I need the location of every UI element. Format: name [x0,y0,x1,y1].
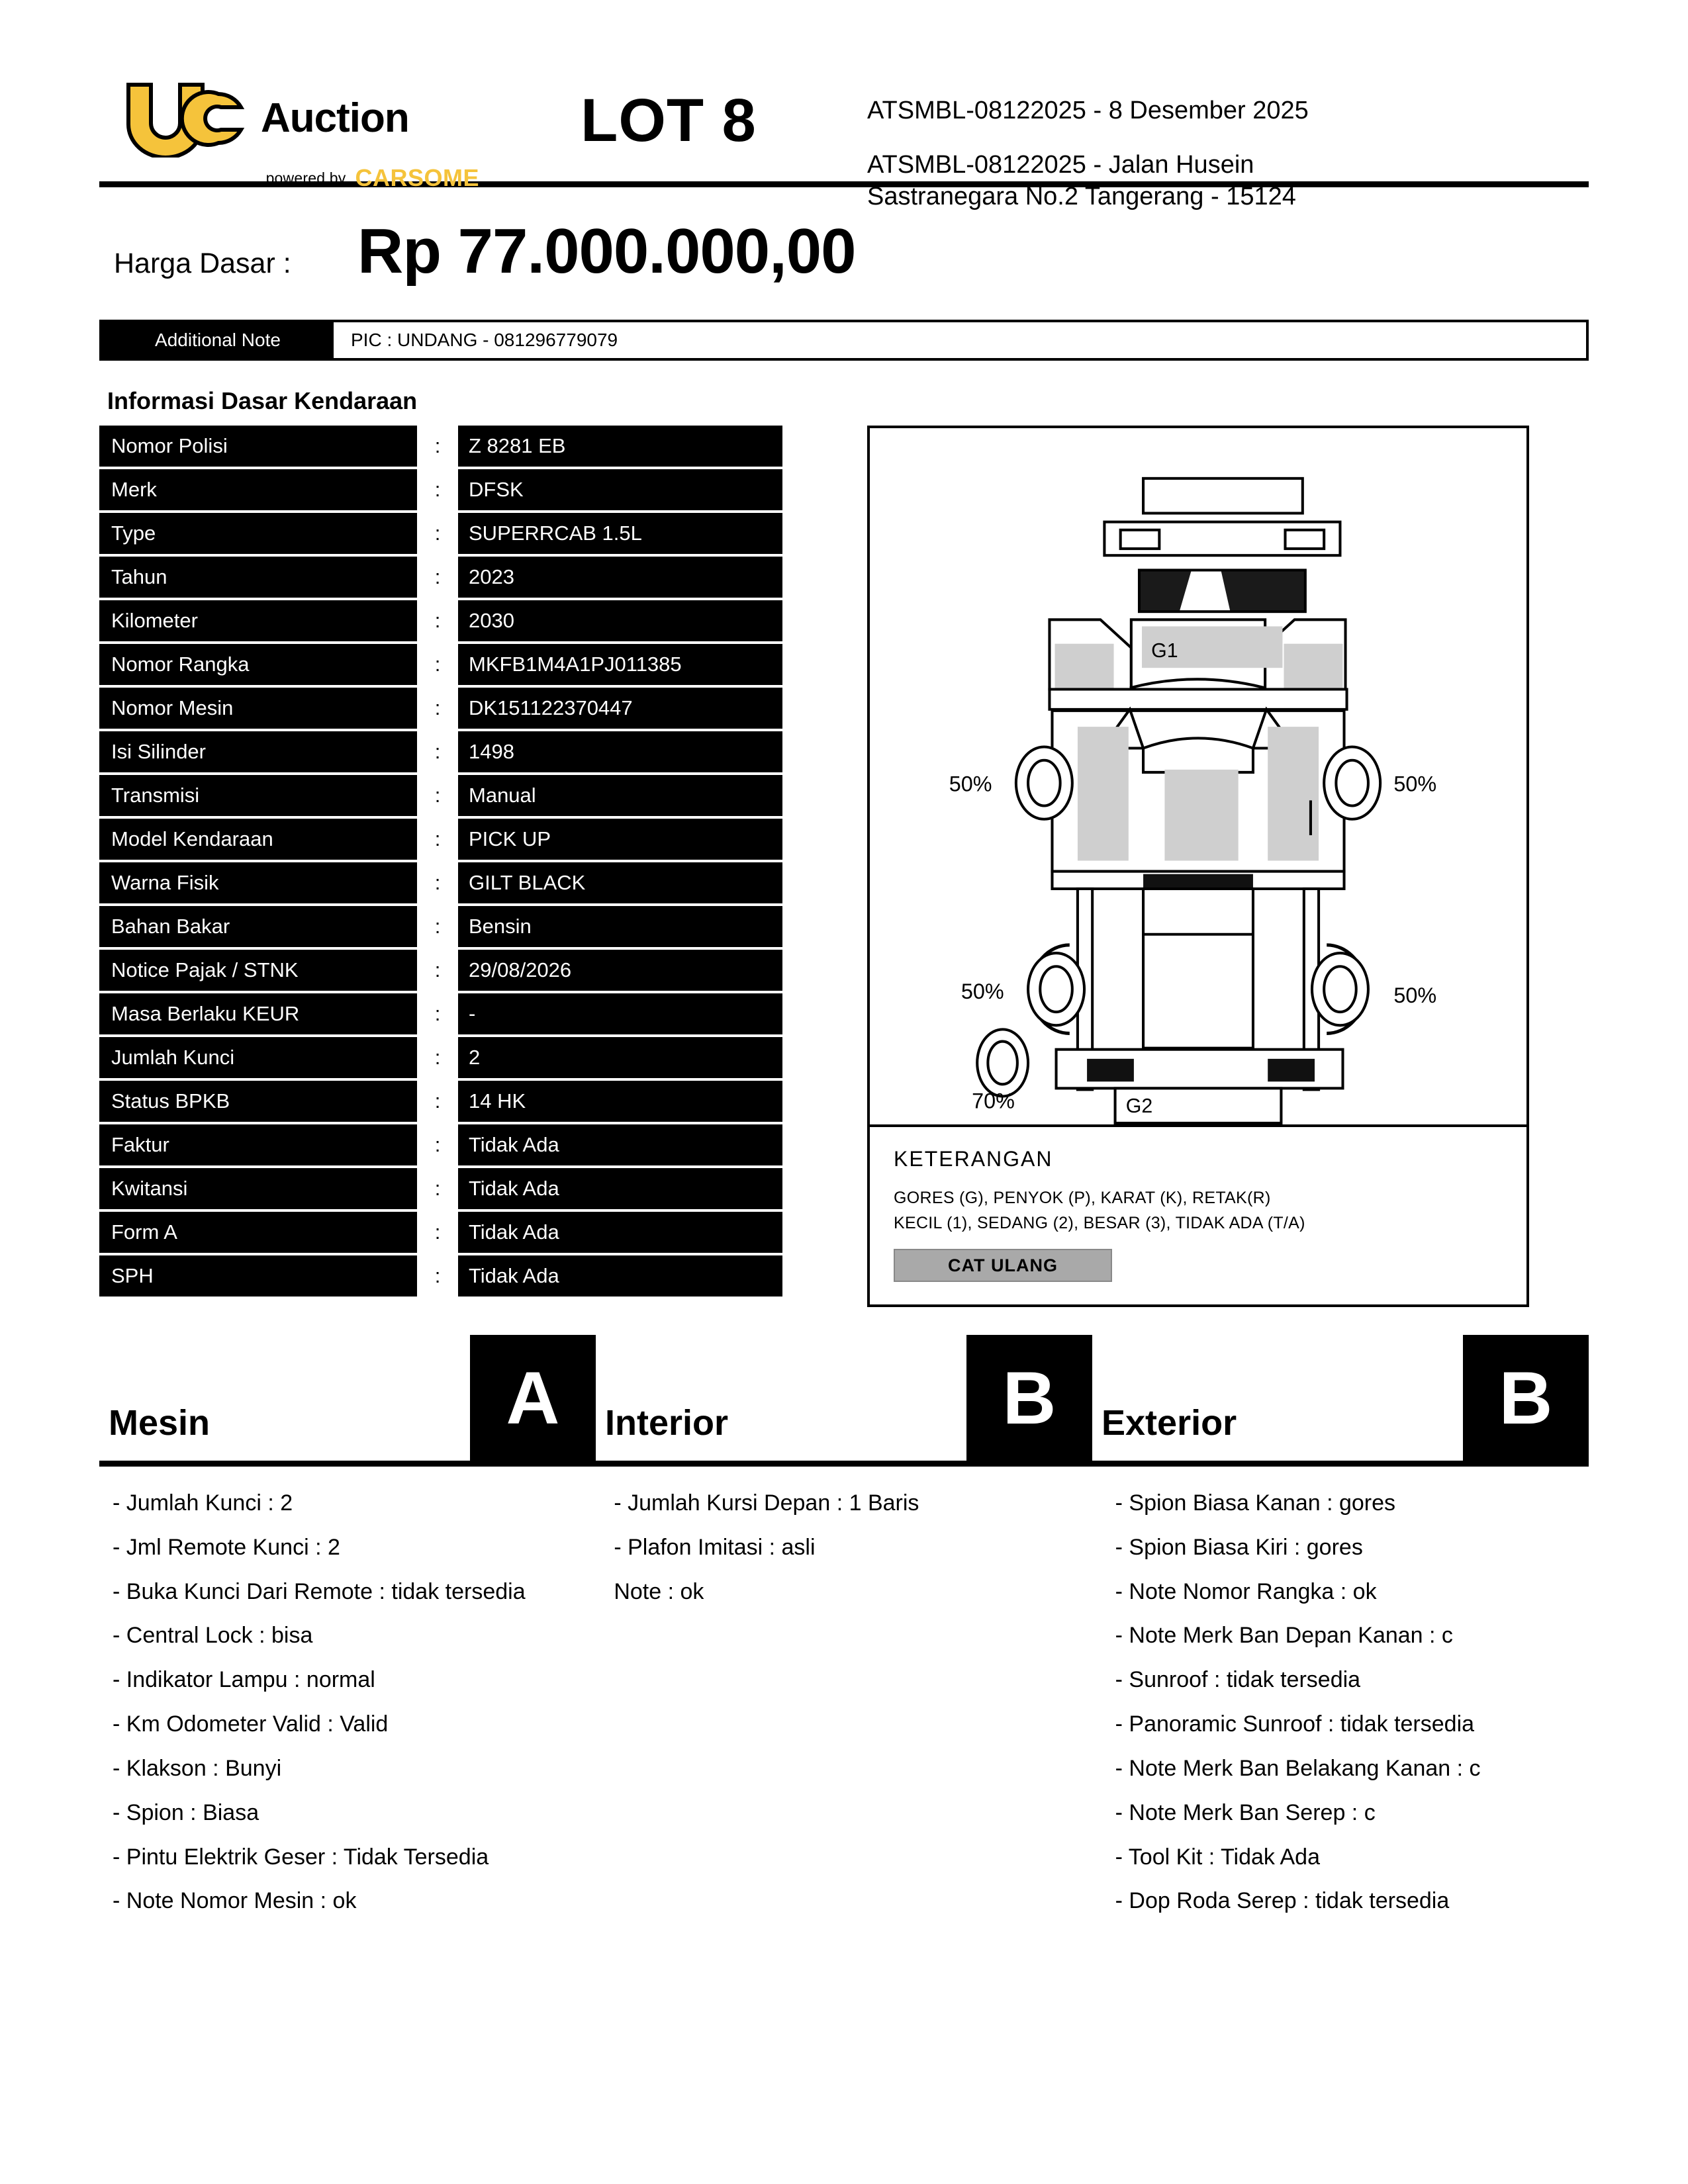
row-value: Tidak Ada [458,1212,782,1253]
damage-mark-g2: G2 [1125,1095,1153,1117]
list-item: - Sunroof : tidak tersedia [1115,1667,1361,1693]
list-item: - Panoramic Sunroof : tidak tersedia [1115,1711,1475,1737]
row-separator: : [434,478,441,501]
table-row [99,775,827,816]
row-value: - [458,993,782,1034]
row-label: Merk [99,469,417,510]
row-label: Notice Pajak / STNK [99,950,417,991]
tire-condition-rear-right: 50% [1393,983,1437,1007]
row-label: Tahun [99,557,417,598]
row-value: Tidak Ada [458,1255,782,1297]
vehicle-damage-diagram [867,426,1529,1127]
grade-badge-mesin: A [470,1335,596,1461]
additional-note-value: PIC : UNDANG - 081296779079 [351,330,618,350]
table-row [99,731,827,772]
list-item: - Pintu Elektrik Geser : Tidak Tersedia [113,1844,489,1870]
powered-by-label: powered by [265,169,346,187]
table-row [99,1255,827,1297]
row-label: Status BPKB [99,1081,417,1122]
detail-column-interior [600,1489,1087,1931]
auction-meta [854,79,1589,213]
row-label: Transmisi [99,775,417,816]
row-label: Type [99,513,417,554]
lot-title-block [483,79,854,154]
row-label: Isi Silinder [99,731,417,772]
row-separator: : [434,1002,441,1025]
row-label: Nomor Rangka [99,644,417,685]
auction-date: ATSMBL-08122025 - 8 Desember 2025 [867,97,1309,124]
grade-badge-interior: B [966,1335,1092,1461]
tire-condition-front-left: 50% [949,772,992,796]
table-row [99,513,827,554]
row-label: Faktur [99,1124,417,1165]
row-label: Model Kendaraan [99,819,417,860]
row-separator: : [434,1046,441,1069]
table-row [99,1168,827,1209]
damage-legend [867,1127,1529,1307]
additional-note-label: Additional Note [102,322,334,358]
repaint-badge: CAT ULANG [894,1249,1112,1282]
legend-title: KETERANGAN [894,1147,1053,1171]
row-value: Bensin [458,906,782,947]
list-item: - Jumlah Kunci : 2 [113,1490,293,1516]
row-separator: : [434,696,441,719]
list-item: - Note Merk Ban Depan Kanan : c [1115,1623,1453,1649]
list-item: - Km Odometer Valid : Valid [113,1711,389,1737]
row-separator: : [434,1133,441,1156]
lot-title: LOT 8 [581,87,757,154]
table-row [99,1124,827,1165]
row-label: SPH [99,1255,417,1297]
list-item: - Jumlah Kursi Depan : 1 Baris [614,1490,919,1516]
page-header [99,0,1589,210]
row-value: GILT BLACK [458,862,782,903]
row-separator: : [434,871,441,894]
row-separator: : [434,522,441,545]
brand-logo [99,79,483,192]
row-label: Kilometer [99,600,417,641]
row-separator: : [434,434,441,457]
row-value: 2 [458,1037,782,1078]
list-item: - Jml Remote Kunci : 2 [113,1534,340,1560]
legend-severity-levels: KECIL (1), SEDANG (2), BESAR (3), TIDAK ADA (T/A) [894,1213,1305,1232]
row-separator: : [434,609,441,632]
row-separator: : [434,827,441,850]
row-value: DFSK [458,469,782,510]
table-row [99,688,827,729]
row-label: Nomor Polisi [99,426,417,467]
auction-venue: ATSMBL-08122025 - Jalan Husein Sastranegara No.2 Tangerang - 15124 [867,150,1296,210]
additional-note-bar [99,320,1589,361]
row-value: PICK UP [458,819,782,860]
list-item: - Buka Kunci Dari Remote : tidak tersedia [113,1578,526,1604]
row-value: DK151122370447 [458,688,782,729]
row-value: Tidak Ada [458,1124,782,1165]
uc-monogram-icon [119,79,252,158]
list-item: - Note Nomor Rangka : ok [1115,1578,1377,1604]
damage-mark-g1: G1 [1151,639,1178,662]
list-item: - Note Nomor Mesin : ok [113,1888,357,1914]
table-row [99,862,827,903]
list-item: - Indikator Lampu : normal [113,1667,375,1693]
row-separator: : [434,740,441,763]
grade-label-exterior: Exterior [1102,1403,1237,1443]
row-value: SUPERRCAB 1.5L [458,513,782,554]
list-item: - Note Merk Ban Belakang Kanan : c [1115,1755,1481,1781]
list-item: - Spion : Biasa [113,1799,259,1825]
list-item: - Note Merk Ban Serep : c [1115,1799,1376,1825]
row-separator: : [434,915,441,938]
list-item: - Spion Biasa Kanan : gores [1115,1490,1396,1516]
table-row [99,1037,827,1078]
row-separator: : [434,784,441,807]
carsome-wordmark: CARSOME [355,164,479,191]
inspection-details [99,1489,1589,1931]
legend-damage-types: GORES (G), PENYOK (P), KARAT (K), RETAK(R) [894,1189,1271,1207]
row-label: Nomor Mesin [99,688,417,729]
row-value: 2030 [458,600,782,641]
tire-condition-rear-left: 50% [961,979,1004,1003]
row-value: 2023 [458,557,782,598]
row-label: Jumlah Kunci [99,1037,417,1078]
row-separator: : [434,1220,441,1244]
vehicle-top-view-icon [870,428,1526,1124]
vehicle-info-heading: Informasi Dasar Kendaraan [107,387,418,414]
list-item: - Tool Kit : Tidak Ada [1115,1844,1320,1870]
table-row [99,819,827,860]
table-row [99,950,827,991]
row-label: Bahan Bakar [99,906,417,947]
row-separator: : [434,1177,441,1200]
row-value: Z 8281 EB [458,426,782,467]
tire-condition-spare: 70% [972,1089,1015,1113]
list-item: - Dop Roda Serep : tidak tersedia [1115,1888,1450,1914]
row-value: 14 HK [458,1081,782,1122]
grade-unit-exterior [1092,1335,1589,1461]
row-value: 1498 [458,731,782,772]
row-label: Form A [99,1212,417,1253]
base-price-label: Harga Dasar : [114,248,291,279]
grade-unit-mesin [99,1335,596,1461]
row-value: Tidak Ada [458,1168,782,1209]
row-value: 29/08/2026 [458,950,782,991]
grade-divider [99,1461,1589,1467]
grade-badge-exterior: B [1463,1335,1589,1461]
row-separator: : [434,565,441,588]
detail-column-exterior [1102,1489,1589,1931]
vehicle-info-and-diagram [99,426,1589,1307]
grade-header-row [99,1335,1589,1461]
row-label: Kwitansi [99,1168,417,1209]
row-value: Manual [458,775,782,816]
list-item: - Klakson : Bunyi [113,1755,282,1781]
table-row [99,906,827,947]
row-value: MKFB1M4A1PJ011385 [458,644,782,685]
row-separator: : [434,653,441,676]
grade-label-interior: Interior [605,1403,729,1443]
vehicle-info-table [99,426,827,1307]
vehicle-diagram-column [867,426,1529,1307]
list-item: - Plafon Imitasi : asli [614,1534,816,1560]
table-row [99,600,827,641]
table-row [99,1212,827,1253]
detail-column-mesin [99,1489,586,1931]
list-item: Note : ok [614,1578,704,1604]
table-row [99,993,827,1034]
row-label: Masa Berlaku KEUR [99,993,417,1034]
brand-name: Auction [261,95,409,141]
grade-unit-interior [596,1335,1092,1461]
row-separator: : [434,1264,441,1287]
table-row [99,469,827,510]
tire-condition-front-right: 50% [1393,772,1437,796]
list-item: - Central Lock : bisa [113,1623,313,1649]
table-row [99,557,827,598]
grade-label-mesin: Mesin [109,1403,211,1443]
table-row [99,1081,827,1122]
row-label: Warna Fisik [99,862,417,903]
table-row [99,426,827,467]
row-separator: : [434,1089,441,1113]
base-price-value: Rp 77.000.000,00 [357,216,856,287]
row-separator: : [434,958,441,981]
list-item: - Spion Biasa Kiri : gores [1115,1534,1363,1560]
table-row [99,644,827,685]
